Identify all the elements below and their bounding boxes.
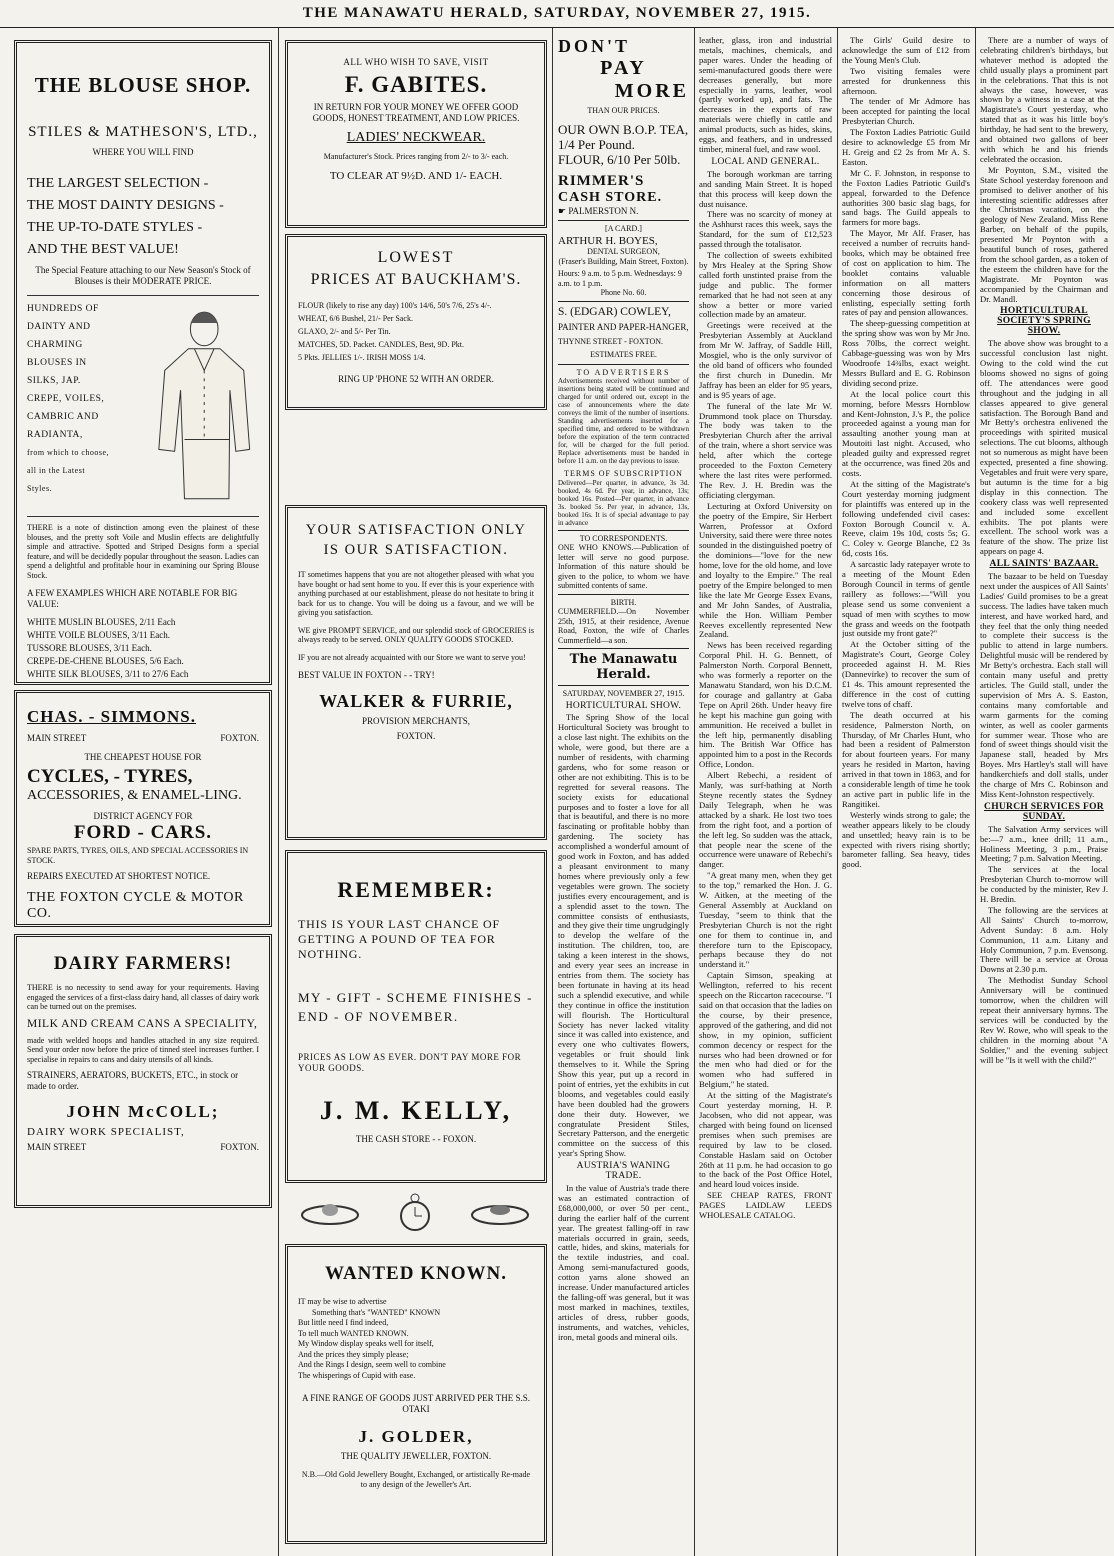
dairy-address [27,1142,259,1153]
jewellery-illustration [285,1190,547,1240]
blouse-ad-lines [27,173,259,261]
card-hours: Hours: 9 a.m. to 5 p.m. Wednesdays: 9 a.m. to 1 p.m. [558,269,682,288]
price-flour: FLOUR (likely to rise any day) 100's 14/6, 50's 7/6, 25's 4/-. [298,301,492,310]
kelly-store: THE CASH STORE - - FOXON. [355,1134,477,1144]
blouse-box-list [27,300,145,512]
simmons-ad [14,690,272,927]
example-item: WHITE MUSLIN BLOUSES, 2/11 Each [27,617,176,627]
gabites-head: ALL WHO WISH TO SAVE, VISIT [343,57,489,67]
walker-town: FOXTON. [396,731,436,741]
subscription-head: TERMS OF SUBSCRIPTION [564,469,683,478]
local-item: The collection of sweets exhibited by Mrs Healey at the Spring Show called forth unstinted praise from the judge and public. The former remarked that he had not seen at any show a better or more varied collection made by an amateur. [699,250,832,320]
box-line: CHARMING [27,340,83,350]
poem-line: But little need I find indeed, [298,1318,389,1327]
poem-line: And the Rings I design, seem well to combine [298,1360,446,1369]
blouse-box [27,295,259,517]
kelly-prices: PRICES AS LOW AS EVER. DON'T PAY MORE FOR YOUR GOODS. [298,1052,522,1073]
blouse-illustration [145,300,259,505]
rimmer-ad [558,36,689,217]
local-item: Greetings were received at the Presbyterian Assembly at Auckland from Mr W. Jaffray, of Saddle Hill, Mosgiel, who is the only survivor of the old band of officers who founded the first church in Dunedin. Mr Jaffray has been an elder for 95 years, and is 95 years of age. [699,320,832,400]
simmons-address [27,733,259,744]
example-item: WHITE SILK BLOUSES, 3/11 to 27/6 Each [27,669,189,679]
walker-p2: WE give PROMPT SERVICE, and our splendid stock of GROCERIES is always ready to be served. ONLY QUALITY GOODS STOCKED. [298,625,534,644]
cowley-est: ESTIMATES FREE. [590,350,657,359]
birth-text: CUMMERFIELD.—On November 25th, 1915, at their residence, Avenue Road, Foxton, the wife of Charles Cummerfield—a son. [558,607,689,645]
poem-line: IT may be wise to advertise [298,1297,387,1306]
news-item: The tender of Mr Admore has been accepted for painting the local Presbyterian Church. [842,96,970,127]
austria-head: AUSTRIA'S WANING TRADE. [576,1161,671,1182]
simmons-ford: FORD - CARS. [73,822,213,843]
local-item: There was no scarcity of money at the Ashhurst races this week, says the Standard, for the sum of £12,523 passed through the totalisator. [699,209,832,250]
walker-title: YOUR SATISFACTION ONLY IS OUR SATISFACTION. [305,522,527,558]
cowley-trade: PAINTER AND PAPER-HANGER, [558,321,689,332]
walker-p3: IF you are not already acquainted with our Store we want to serve you! [298,652,526,662]
blouse-ad-where: WHERE YOU WILL FIND [92,147,194,157]
rimmer-town-text: PALMERSTON N. [568,205,639,216]
church-item: The following are the services at All Saints' Church to-morrow, Advent Sunday: 8 a.m. Holy Communion, 11 a.m. Litany and Holy Communion, 7 p.m. Evensong. There will be a service at Oroua Downs at 2.30 p.m. [980,904,1108,975]
cowley-name: S. (EDGAR) COWLEY, [558,305,671,318]
poem-line: And the prices they simply please; [298,1349,409,1359]
local-general-head: LOCAL AND GENERAL. [711,156,820,167]
column-6 [980,36,1108,1551]
example-item: WHITE VOILE BLOUSES, 3/11 Each. [27,630,170,640]
dairy-town: FOXTON. [220,1142,259,1152]
advertisers-text: Advertisements received without number of insertions being stated will be continued and charged for until ordered out, except in the case of announcements where the date conveys the limit of the number of insertions. Standing advertisements inserted for a specified time, and ordered to be withdrawn before the expiration of the term contracted for, will be charged for the full period. Replace advertisements must be handed in before 11 a.m. on the day previous to issue. [558,377,689,465]
news-item: Westerly winds strong to gale; the weather appears likely to be cloudy and unsettled; heavy rain is to be expected with rivers rising shortly; barometer falling. Sea heavy, tides good. [842,809,970,870]
pointing-hand-icon: ☛ [558,205,569,216]
column-rule [837,28,838,1556]
column-rule [552,28,553,1556]
walker-sub: PROVISION MERCHANTS, [361,716,470,726]
simmons-title: CHAS. - SIMMONS. [27,707,197,726]
column-4 [699,36,832,1551]
dairy-strainers: STRAINERS, AERATORS, BUCKETS, ETC., in stock or made to order. [27,1070,239,1091]
correspondents-text: ONE WHO KNOWS.—Publication of letter will serve no good purpose. Information of this nature should be given to the police, to whom we have submitted contents of same. [558,543,689,590]
simmons-agency: DISTRICT AGENCY FOR [93,811,193,821]
dairy-name: JOHN McCOLL; [66,1102,220,1121]
rimmer-l3: MORE [614,80,689,102]
box-line: all in the Latest [27,466,86,475]
column-rule [278,28,279,1556]
church-item: The Methodist Sunday School Anniversary will be continued tomorrow, when the children will repeat their anniversary hymns. The services will be conducted by the Rev W. Rowe, who will speak to the children in the morning about "A Soldier," and the evening subject will be "Is it well with the child?" [980,975,1108,1065]
gabites-line: IN RETURN FOR YOUR MONEY WE OFFER GOOD GOODS, HONEST TREATMENT, AND LOW PRICES. [312,102,520,123]
all-saints-text: The bazaar to be held on Tuesday next under the auspices of All Saints' Ladies' Guild promises to be a great success. The ladies have taken much interest, and have worked hard, and they feel that the only thing needed to complete their success is the public to attend in large numbers. Delightful music will be rendered by Mr Betty's orchestra. Each stall will contain many useful and pretty articles. The Guild stall, under the supervision of Mrs A. S. Easton, contains many comfortable and warm garments for the coming winter, as well as cooler garments for summer wear. Those who are fond of sweet things should visit the Japanese stall, headed by Mrs Boyes. Mrs Hartley's stall will have handkerchiefs and doll stalls, under the charge of Mrs C. Robinson and Miss Kent-Johnston respectively. [980,571,1108,799]
box-line: CAMBRIC AND [27,412,99,422]
news-item: The Girls' Guild desire to acknowledge the sum of £12 from the Young Men's Club. [842,36,970,65]
blouse-examples-head: A FEW EXAMPLES WHICH ARE NOTABLE FOR BIG VALUE: [27,588,238,609]
blouse-examples [27,616,259,681]
news-item: The Foxton Ladies Patriotic Guild desire to acknowledge £5 from Mr H. Greig and £2 2s from Mr A. S. Easton. [842,127,970,167]
kelly-chance: THIS IS YOUR LAST CHANCE OF GETTING A POUND OF TEA FOR NOTHING. [298,917,500,961]
blouse-line: THE UP-TO-DATE STYLES - [27,220,203,235]
rimmer-l4: THAN OUR PRICES. [587,106,660,115]
price-matches: MATCHES, 5D. Packet. CANDLES, Best, 9D. Pkt. [298,340,465,349]
show-head: HORTICULTURAL SHOW. [565,700,682,711]
simmons-cheapest: THE CHEAPEST HOUSE FOR [84,752,202,762]
subscription-text: Delivered—Per quarter, in advance, 3s 3d. booked, 4s 6d. Per year, in advance, 13s; booked 16s. Posted—Per quarter, in advance 3s. booked 5s. Per year, in advance, 13s, booked 16s. It is of special advantage to pay in advance [558,478,689,527]
card-phone: Phone No. 60. [600,288,647,297]
golder-range: A FINE RANGE OF GOODS JUST ARRIVED PER THE S.S. OTAKI [302,1393,530,1414]
example-item: CREPE-DE-CHENE BLOUSES, 5/6 Each. [27,656,184,666]
box-line: RADIANTA, [27,430,83,440]
gabites-stock: Manufacturer's Stock. Prices ranging from 2/- to 3/- each. [323,152,509,161]
austria-text: In the value of Austria's trade there was an estimated contraction of £68,000,000, or over 50 per cent., during the earlier half of the current year. The greatest falling-off in raw materials occurred in grain, seeds, cattle, hides, and skins, materials for the textile industries, and coal. Among semi-manufactured goods, cotton yarns alone showed an increase. Under manufactured articles the falling-off was general, but it was most marked in machines, textiles, articles of dress, rubber goods, instruments, and watches, vehicles, iron, metal goods and mineral oils. [558,1183,689,1342]
rimmer-town [558,206,689,217]
bauckham-title-2: PRICES AT BAUCKHAM'S. [310,271,522,288]
column-3 [558,36,689,1551]
poem-line: The whisperings of Cupid with ease. [298,1370,416,1380]
rimmer-l1: DON'T [558,36,631,56]
golder-name: J. GOLDER, [358,1427,474,1446]
kelly-title: REMEMBER: [337,877,495,902]
kelly-ad [285,850,547,1183]
poem-line: My Window display speaks well for itself, [298,1339,434,1348]
hort-show-head: HORTICULTURAL SOCIETY'S SPRING SHOW. [997,306,1091,337]
editorial-date: SATURDAY, NOVEMBER 27, 1915. [562,689,685,698]
poynton-item: Mr Poynton, S.M., visited the State School yesterday forenoon and promised to deliver another of his interesting scientific addresses after the Christmas vacation, on the geology of New Zealand. Miss Rene Barber, on behalf of the pupils, presented Mr Poynton with a beautiful bunch of roses, gathered from the school garden, as a token of the esteem the children have for the Magistrate. Mr Poynton was accompanied by the Chairman and Dr. Mandl. [980,164,1108,304]
walker-best: BEST VALUE IN FOXTON - - TRY! [298,670,435,680]
dairy-made: made with welded hoops and handles attached in any size required. Send your order now before the price of tinned steel increases further. I specialise in repairs to cans and dairy utensils of all kinds. [27,1035,259,1064]
all-saints-head: ALL SAINTS' BAZAAR. [989,559,1099,570]
dairy-milk: MILK AND CREAM CANS A SPECIALITY, [27,1017,258,1030]
rimmer-store: CASH STORE. [558,189,663,205]
birthday-item: There are a number of ways of celebrating children's birthdays, but whatever method is adopted the child usually plays a prominent part in the celebrations. That this is not always the case, however, was shown by a witness in a case at the Magistrate's Court yesterday, who stated that as it was his little boy's birthday, he had sent to the brewery, and obtained two gallons of beer with which he and his friends celebrated the occasion. [980,36,1108,164]
card-label: [A CARD.] [605,223,642,233]
news-item: At the local police court this morning, before Messrs Hornblow and Kent-Johnston, J.'s P., the police proceeded against a young man for assaulting another young man at Moutoiti last night. Accused, who pleaded guilty and expressed regret at the occurrence, was fined 20s and costs. [842,388,970,478]
news-item: At the sitting of the Magistrate's Court yesterday morning judgment for plaintiffs was entered up in the following undefended civil cases: Foxton Borough Council v. A. Reeve, claim 19s 10d, costs 5s; G. C. Coley v. George Blanche, £2 3s 6d, costs 16s. [842,478,970,559]
gabites-neck: LADIES' NECKWEAR. [346,130,486,145]
simmons-footer: THE FOXTON CYCLE & MOTOR CO. [27,890,244,921]
dairy-title: DAIRY FARMERS! [53,953,233,974]
box-line: SILKS, JAP. [27,376,81,386]
dairy-farmers-ad [14,934,272,1208]
bauckham-ad [285,234,547,410]
news-item: The Mayor, Mr Alf. Fraser, has received a number of recruits hand-books, which may be obtained free of cost on application to him. The booklet contains valuable information on all matters concerning those desirous of enlisting, especially setting forth rates of pay and pension allowances. [842,228,970,318]
golder-ad [285,1244,547,1544]
masthead: THE MANAWATU HERALD, SATURDAY, NOVEMBER 27, 1915. [0,0,1114,28]
card-name: ARTHUR H. BOYES, [558,235,658,247]
news-item: The sheep-guessing competition at the spring show was won by Mr Jno. Ross 70lbs, the correct weight. Cabbage-guessing was won by Mrs Woodroofe 14¾lbs, exact weight. Messrs Bullard and E. G. Robinson dividing second prize. [842,318,970,388]
column-rule [694,28,695,1556]
column-rule [975,28,976,1556]
editorial-paper: The Manawatu Herald. [569,652,678,682]
gabites-clear: TO CLEAR AT 9½D. AND 1/- EACH. [329,169,503,182]
gabites-ad [285,40,547,228]
show-text: The Spring Show of the local Horticultural Society was brought to a close last night. The exhibits on the whole, were good, but there are a number of residents, with charming gardens, who for some reason or other are not exhibiting. This is to be regretted for several reasons. The society exists for educational purposes and to foster a love for all that is beautiful, and there is no more fascinating or profitable hobby than gardening. The society has accomplished a wonderful amount of good work in Foxton, and has added a pleasant environment to many homes where previously only a few vegetables were grown. The society justifies every encouragement, and is a splendid asset to the town. The committee consists of enthusiasts, and they give their time ungrudgingly to develop the welfare of the institution. The children, too, are taking a keen interest in the shows, and every year sees an increase in entries from them. The society has been fortunate in having at its head such a splendid executive, and while they continue in office the institution will flourish. The Horticultural Society has never lacked vitality since it was called into existence, and every one who cultivates flowers, vegetables or fruit should link themselves to it. While the Spring Show this year, put up a record in point of entries, yet the exhibits in cut blooms, and vegetables could easily have been doubled had the growers done their duty. However, we congratulate President Stiles, Secretary Patterson, and the energetic committee on the success of this year's Spring Show. [558,712,689,1159]
price-glaxo: GLAXO, 2/- and 5/- Per Tin. [298,327,391,336]
local-item: Albert Rebechi, a resident of Manly, was surf-bathing at North Steyne recently states the Sydney Daily Telegraph, when he was attacked by a shark. He lost two toes from the right foot, and a portion of the left leg. So sudden was the attack, that people near the scene of the occurrence were unaware of Rebechi's danger. [699,770,832,870]
rimmer-flour: FLOUR, 6/10 Per 50lb. [558,151,681,167]
box-line: from which to choose, [27,448,110,457]
card-addr: (Fraser's Building, Main Street, Foxton). [558,256,689,266]
cowley-addr: THYNNE STREET - FOXTON. [558,336,664,346]
church-services-head: CHURCH SERVICES FOR SUNDAY. [984,801,1104,822]
church-item: The Salvation Army services will be:—7 a.m., knee drill; 11 a.m., Holiness Meeting, 3 p.m., Praise Meeting; 7 p.m. Salvation Meeting. [980,823,1108,864]
bauckham-title-1: LOWEST [377,249,455,266]
news-item: A sarcastic lady ratepayer wrote to a meeting of the Mount Eden Borough Council in terms of gentle raillery as follows:—"Will you please send us some convenient a squad of men with scythes to mow the grass and weeds on the footpath just outside my front gate?" [842,559,970,639]
walker-furrie-ad [285,505,547,840]
blouse-ad-para: THERE is a note of distinction among even the plainest of these blouses, and the pretty soft Voile and Muslin effects are delightfully simple and attractive. Spotted and Striped Designs form a special feature, and will be decidedly popular throughout the season. Ladies can spend a delightful and profitable hour in examining our Spring Blouse Stock. [27,523,259,580]
correspondents-head: TO CORRESPONDENTS. [579,533,668,543]
golder-sub: THE QUALITY JEWELLER, FOXTON. [340,1451,492,1461]
local-item: "A great many men, when they get to the top," remarked the Hon. J. G. W. Aitken, at the meeting of the General Assembly at Auckland on Tuesday, "seem to think that the Presbyterian Church is not the right one for them to continue in, and therefore turn to the Episcopacy, perhaps because they do not understand it." [699,870,832,970]
bauckham-prices [298,299,534,364]
bauckham-ring: RING UP 'PHONE 52 WITH AN ORDER. [338,374,494,384]
poem-line: To tell much WANTED KNOWN. [298,1328,409,1338]
kelly-gift: MY - GIFT - SCHEME FINISHES - END - OF NOVEMBER. [298,990,533,1024]
kelly-name: J. M. KELLY, [319,1096,513,1125]
walker-name: WALKER & FURRIE, [319,691,513,711]
dairy-street: MAIN STREET [27,1142,87,1152]
golder-poem [298,1297,534,1381]
simmons-repairs: REPAIRS EXECUTED AT SHORTEST NOTICE. [27,871,211,881]
example-item: TUSSORE BLOUSES, 3/11 Each. [27,643,152,653]
blouse-ad-firm: STILES & MATHESON'S, LTD., [28,124,258,140]
local-item: Captain Simson, speaking at Wellington, referred to his recent speech on the Riccarton racecourse. "I said on that occasion that the ladies on the course, by their presence, approved of the gathering, and did not show, in my opinion, sufficient common decency or respect for the nurses who had been drowned or for the men who had died or for the women who had suffered in Belgium," he stated. [699,970,832,1090]
news-item: The death occurred at his residence, Palmerston North, on Thursday, of Mr Charles Hunt, who had been a resident of Palmerston for about fourteen years. For many years he resided in Marton, having arrived in that town in 1863, and for a considerable length of time he took an active part in public life in the Rangitikei. [842,709,970,809]
blouse-line: THE MOST DAINTY DESIGNS - [27,198,224,213]
blouse-line: AND THE BEST VALUE! [27,242,179,257]
local-item: The borough workman are tarring and sanding Main Street. It is hoped that this process will keep down the dust nuisance. [699,168,832,209]
gabites-name: F. GABITES. [344,72,488,97]
blouse-ad-special: The Special Feature attaching to our New Season's Stock of Blouses is their MODERATE PRICE. [35,265,251,286]
golder-nb: N.B.—Old Gold Jewellery Bought, Exchanged, or artistically Re-made to any design of the Jeweller's Art. [301,1470,531,1489]
walker-p1: IT sometimes happens that you are not altogether pleased with what you have bought or had sent home to you. If ever this is your experience with anything purchased at our establishment, please do not hesitate to bring it back for us to change. You will be doing us a favour, and we will be giving you satisfaction. [298,570,534,617]
blouse-line: THE LARGEST SELECTION - [27,176,209,191]
simmons-street: MAIN STREET [27,733,87,743]
church-item: The services at the local Presbyterian Church to-morrow will be conducted by the minister, Rev J. H. Bredin. [980,864,1108,905]
rimmer-name: RIMMER'S [558,172,645,189]
card-title: DENTAL SURGEON, [587,247,660,256]
box-line: HUNDREDS OF [27,304,99,314]
trade-continued: leather, glass, iron and industrial metals, machines, chemicals, and paper wares. Under the heading of semi-manufactured goods there were decreases generally, but more especially in yarns, leather, wool (partly worked up), and fats. The decreases in the exports of raw materials were chiefly in cattle and animal products, such as hides, skins, eggs, and feathers, and in undressed timber, mineral fuel, and raw wool. [699,36,832,154]
simmons-acc: ACCESSORIES, & ENAMEL-LING. [27,788,242,803]
rimmer-tea: OUR OWN B.O.P. TEA, 1/4 Per Pound. [558,121,689,152]
news-item: At the October sitting of the Magistrate's Court, George Coley proceeded against H. M. Ries (Dannevirke) to recover the sum of £1 4s. This amount represented the difference in the cost of cutting twelve tons of chaff. [842,639,970,709]
price-wheat: WHEAT, 6/6 Bushel, 21/- Per Sack. [298,314,413,323]
rings-and-watch-icon [285,1190,547,1240]
poem-line: Something that's "WANTED" KNOWN [312,1307,441,1317]
blouse-shop-ad [14,40,272,685]
local-item: Lecturing at Oxford University on the poetry of the Empire, Sir Herbert Warren, Professor at Oxford University, said there were three notes sounded in the distinguished poetry of the dominions—"love for the new home, love for the old home, and love and loyalty to the Empire." The real poetry of the Empire belonged to men like the late Mr George Essex Evans, and Mr John Sandes, of Australia, while the Hon. William Pember Reeves excellently represented New Zealand. [699,500,832,640]
blouse-ad-title: THE BLOUSE SHOP. [34,73,252,97]
box-line: DAINTY AND [27,322,91,332]
news-item: Two visiting females were arrested for drunkenness this afternoon. [842,65,970,96]
price-jellies: 5 Pkts. JELLIES 1/-. IRISH MOSS 1/4. [298,353,426,362]
column-5 [842,36,970,1551]
simmons-town: FOXTON. [220,733,259,743]
birth-head: BIRTH. [610,597,637,607]
advertisers-head: TO ADVERTISERS [576,367,671,377]
news-item: Mr C. F. Johnston, in response to the Foxton Ladies Patriotic Guild's appeal, forwarded to the Defence authorities 300 basic slag bags, for sand bags. The Guild appeals to farmers for more bags. [842,167,970,228]
golder-title: WANTED KNOWN. [325,1263,507,1284]
editorial-body [558,702,689,1343]
box-line: CREPE, VOILES, [27,394,105,404]
see-cheap-rates: SEE CHEAP RATES, FRONT PAGES LAIDLAW LEEDS WHOLESALE CATALOG. [699,1190,832,1221]
local-item: News has been received regarding Corporal Phil. H. G. Bennett, of Palmerston North. Corporal Bennett, who was formerly a reporter on the Manawatu Standard, won his D.C.M. for courage and gallantry at Gaba Tepe on April 26th. Under heavy fire he kept his machine gun going with ammunition. He received a bullet in the left hip, permanently disabling him. The British War Office has appointed him to a post in the Records Office, London. [699,640,832,770]
simmons-cycles: CYCLES, - TYRES, [27,766,193,787]
box-line: BLOUSES IN [27,358,87,368]
box-line: Styles. [27,484,53,493]
dairy-intro: THERE is no necessity to send away for your requirements. Having engaged the services of a first-class dairy hand, all classes of dairy work can be turned out on the premises. [27,983,259,1011]
simmons-spares: SPARE PARTS, TYRES, OILS, AND SPECIAL ACCESSORIES IN STOCK. [27,846,249,865]
local-item: At the sitting of the Magistrate's Court yesterday morning, H. P. Jacobsen, who did not appear, was charged with being found on licensed premises when such premises are required by law to be closed. Constable Haslam said on October 26th at 11 p.m. he had occasion to go to the back of the Post Office Hotel, and heard loud voices inside. [699,1090,832,1190]
hort-show-text: The above show was brought to a successful conclusion last night. Owing to the cold wind the cut blooms showed no signs of going off. The attendances were good throughout and the judging in all classes appeared to give general satisfaction. The Borough Band and Mr Betty's orchestra enlivened the proceedings with spirited musical selections. The cut blooms, although not so numerous as might have been expected, presented a fine showing. Vegetables and fruit were very spare, but autumn is the time for a big display in this connection. The cookery class was well represented and included some excellent exhibits. The pot plants were excellent. The school work was a feature of the show. The prize list appears on page 4. [980,338,1108,557]
dairy-role: DAIRY WORK SPECIALIST, [27,1126,185,1138]
rimmer-l2: PAY [600,57,647,79]
local-item: The funeral of the late Mr W. Drummond took place on Thursday. The body was taken to the Presbyterian Church after the arrival of the train, where a short service was held, after which the cortege proceeded to the Foxton Cemetery where the last rites were performed. The Rev. J. H. Bredin was the officiating clergyman. [699,400,832,500]
